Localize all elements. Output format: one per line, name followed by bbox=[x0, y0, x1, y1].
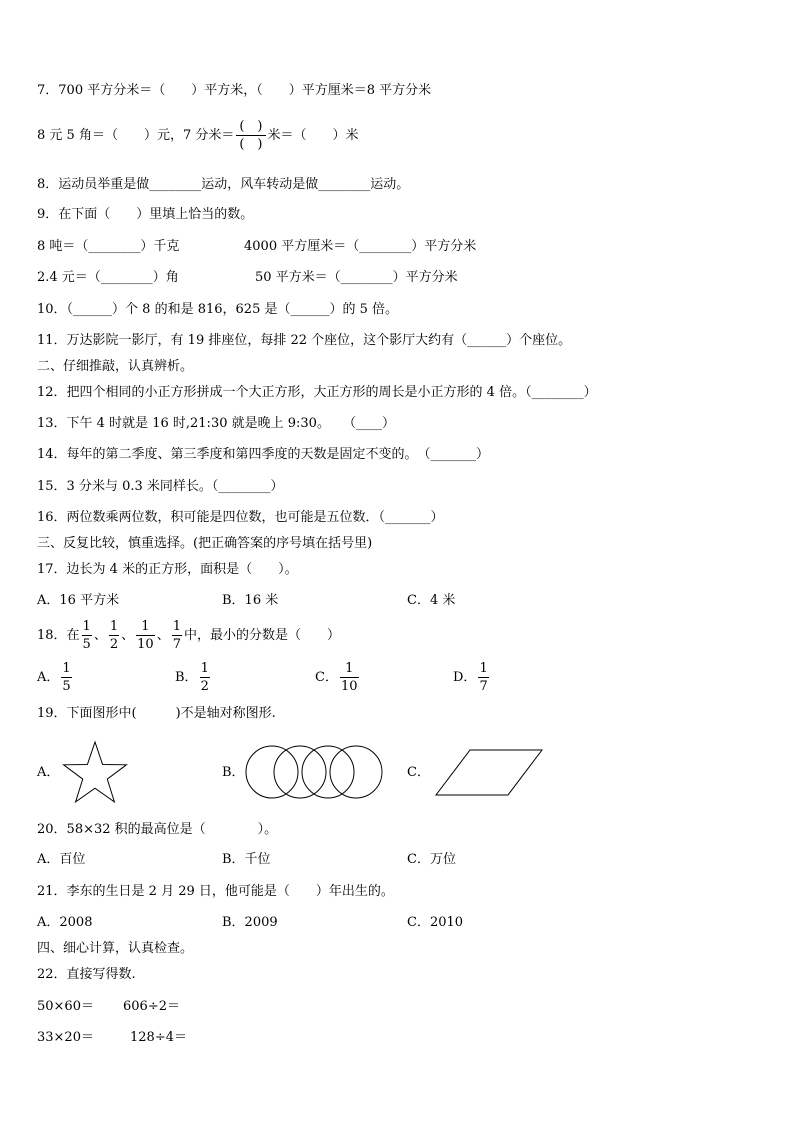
q18-frac-2-den: 2 bbox=[109, 637, 119, 652]
q18-stem-prefix: 18．在 bbox=[37, 628, 80, 643]
q18-option-a bbox=[37, 660, 74, 695]
q20-option-b: B．千位 bbox=[222, 852, 271, 867]
q18-option-b-den: 2 bbox=[200, 679, 209, 694]
q10-text: 10．（______）个 8 的和是 816，625 是（______）的 5 倍。 bbox=[37, 302, 399, 317]
q18-frac-2 bbox=[109, 618, 119, 653]
q22-calc-3: 33×20＝ bbox=[37, 1030, 94, 1045]
q18-option-c-label: C． bbox=[315, 670, 338, 685]
q18-separator: 、 bbox=[156, 628, 170, 643]
q18-option-a-label: A． bbox=[37, 670, 60, 685]
section-3-heading: 三、反复比较，慎重选择。(把正确答案的序号填在括号里) bbox=[37, 536, 373, 551]
q19-option-b-label: B． bbox=[222, 765, 245, 780]
q9-item-d: 50 平方米＝（________）平方分米 bbox=[255, 270, 458, 285]
q9-item-a: 8 吨＝（________）千克 bbox=[37, 239, 180, 254]
q18-option-c-num: 1 bbox=[340, 660, 359, 678]
q18-option-a-den: 5 bbox=[62, 679, 71, 694]
q21-option-a: A．2008 bbox=[37, 915, 93, 930]
q18-option-b-fraction bbox=[200, 660, 210, 695]
q21-stem: 21．李东的生日是 2 月 29 日，他可能是（ ）年出生的。 bbox=[37, 884, 394, 899]
q18-option-d-label: D． bbox=[453, 670, 477, 685]
q18-stem bbox=[37, 618, 340, 653]
q7-line1: 7．700 平方分米＝（ ）平方米，（ ）平方厘米＝8 平方分米 bbox=[37, 83, 432, 98]
q18-option-a-num: 1 bbox=[62, 661, 71, 676]
section-4-heading: 四、细心计算，认真检查。 bbox=[37, 941, 194, 956]
q18-frac-3-num: 1 bbox=[136, 618, 155, 636]
parallelogram-shape-icon bbox=[434, 748, 546, 798]
q18-frac-3-den: 10 bbox=[137, 637, 154, 652]
q8-text: 8．运动员举重是做________运动，风车转动是做________运动。 bbox=[37, 177, 410, 192]
q19-stem: 19．下面图形中( )不是轴对称图形. bbox=[37, 706, 276, 721]
q15-text: 15．3 分米与 0.3 米同样长。（________） bbox=[37, 479, 284, 494]
q20-option-c: C．万位 bbox=[407, 852, 456, 867]
q18-option-b bbox=[175, 660, 212, 695]
q22-calc-1: 50×60＝ bbox=[37, 999, 94, 1014]
q19-option-c-label: C． bbox=[407, 765, 430, 780]
q18-frac-4 bbox=[172, 618, 182, 653]
q21-option-b: B．2009 bbox=[222, 915, 278, 930]
section-2-heading: 二、仔细推敲，认真辨析。 bbox=[37, 359, 194, 374]
q17-option-c: C．4 米 bbox=[407, 593, 456, 608]
q17-stem: 17．边长为 4 米的正方形，面积是（ ）。 bbox=[37, 562, 298, 577]
q22-calc-4: 128÷4＝ bbox=[130, 1030, 187, 1045]
q9-item-c: 2.4 元＝（________）角 bbox=[37, 270, 179, 285]
q18-option-b-num: 1 bbox=[200, 661, 209, 676]
q18-option-d-den: 7 bbox=[479, 679, 488, 694]
q18-frac-4-den: 7 bbox=[172, 637, 181, 652]
q22-stem: 22．直接写得数. bbox=[37, 967, 136, 982]
q18-option-c-fraction bbox=[340, 660, 359, 695]
q20-option-a: A．百位 bbox=[37, 852, 86, 867]
q18-frac-1-den: 5 bbox=[82, 637, 91, 652]
q18-option-d-num: 1 bbox=[479, 661, 488, 676]
q21-option-c: C．2010 bbox=[407, 915, 464, 930]
q18-option-b-label: B． bbox=[175, 670, 198, 685]
q7-frac-numerator: ( ) bbox=[236, 118, 265, 136]
q7-fraction bbox=[236, 118, 265, 153]
q9-item-b: 4000 平方厘米＝（________）平方分米 bbox=[244, 239, 477, 254]
q16-text: 16．两位数乘两位数，积可能是四位数，也可能是五位数．（_______） bbox=[37, 510, 444, 525]
q18-frac-2-num: 1 bbox=[109, 619, 119, 634]
q7-line2-text-a: 8 元 5 角＝（ ）元，7 分米＝ bbox=[37, 128, 235, 143]
q17-option-b: B．16 米 bbox=[222, 593, 279, 608]
q18-separator: 、 bbox=[93, 628, 107, 643]
q12-text: 12．把四个相同的小正方形拼成一个大正方形，大正方形的周长是小正方形的 4 倍。（________） bbox=[37, 385, 597, 400]
q18-option-d bbox=[453, 660, 491, 695]
q13-text: 13．下午 4 时就是 16 时,21:30 就是晚上 9:30。 （____） bbox=[37, 416, 395, 431]
q18-option-d-fraction bbox=[478, 660, 488, 695]
four-circles-shape-icon bbox=[244, 744, 386, 800]
star-shape-icon bbox=[60, 740, 130, 804]
q18-stem-suffix: 中，最小的分数是（ ） bbox=[183, 628, 340, 643]
q17-option-a: A．16 平方米 bbox=[37, 593, 120, 608]
q11-text: 11．万达影院一影厅，有 19 排座位，每排 22 个座位，这个影厅大约有（______）个座位。 bbox=[37, 333, 572, 348]
q7-line2 bbox=[37, 118, 359, 153]
q14-text: 14．每年的第二季度、第三季度和第四季度的天数是固定不变的。 （_______） bbox=[37, 447, 490, 462]
q7-frac-denominator: ( ) bbox=[239, 137, 263, 152]
q18-option-c-den: 10 bbox=[340, 679, 358, 694]
q18-separator: 、 bbox=[121, 628, 135, 643]
q18-frac-1 bbox=[82, 618, 92, 653]
q18-frac-3 bbox=[136, 618, 155, 653]
q18-frac-4-num: 1 bbox=[172, 619, 181, 634]
q18-option-a-fraction bbox=[61, 660, 71, 695]
q19-option-a-label: A． bbox=[37, 765, 60, 780]
q7-line2-text-b: 米＝（ ）米 bbox=[267, 128, 359, 143]
q9-stem: 9．在下面（ ）里填上恰当的数。 bbox=[37, 207, 254, 222]
q22-calc-2: 606÷2＝ bbox=[123, 999, 180, 1014]
q18-frac-1-num: 1 bbox=[82, 619, 91, 634]
q20-stem: 20．58×32 积的最高位是（ ）。 bbox=[37, 822, 278, 837]
q18-option-c bbox=[315, 660, 361, 695]
